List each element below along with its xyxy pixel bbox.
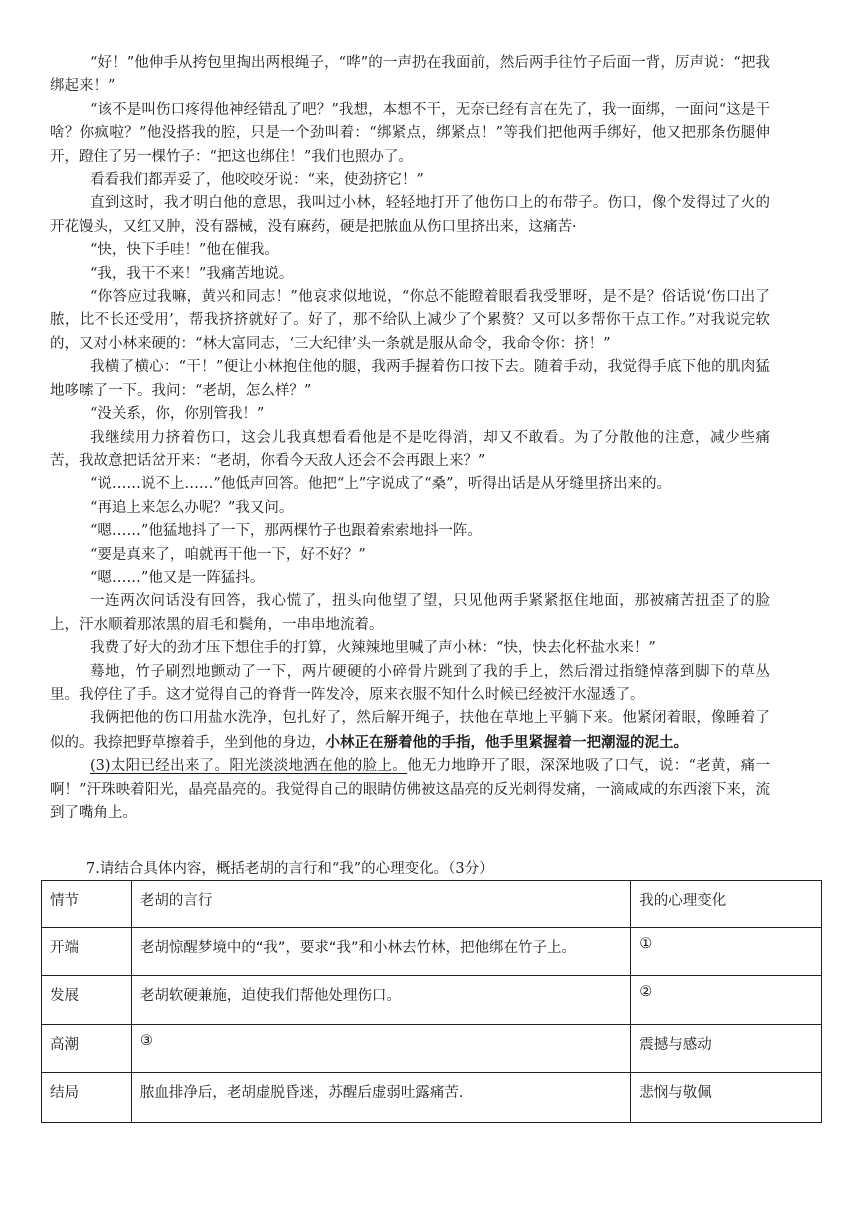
cell-psychology: 震撼与感动	[631, 1025, 822, 1073]
header-psychology: 我的心理变化	[631, 881, 822, 928]
paragraph-13: “嗯……”他猛地抖了一下，那两棵竹子也跟着索索地抖一阵。	[90, 523, 482, 540]
paragraph-20	[50, 755, 770, 825]
paragraph-14: “要是真来了，咱就再干他一下，好不好？”	[90, 546, 366, 563]
cell-stage: 高潮	[42, 1025, 132, 1073]
paragraph-2: “该不是叫伤口疼得他神经错乱了吧？”我想，本想不干，无奈已经有言在先了，我一面绑，一面问“这是干啥？你疯啦？”他没搭我的腔，只是一个劲叫着：“绑紧点，绑紧点！”等我们把他两手绑好，他又把那条伤腿伸开，蹬住了另一棵竹子：“把这也绑住！”我们也照办了。	[50, 101, 770, 165]
header-plot: 情节	[42, 881, 132, 928]
paragraph-5: “快，快下手哇！”他在催我。	[90, 242, 279, 259]
cell-answer-blank-3[interactable]: ③	[131, 1025, 630, 1073]
cell-answer-blank-2[interactable]: ②	[631, 976, 822, 1025]
cell-words-actions: 脓血排净后，老胡虚脱昏迷，苏醒后虚弱吐露痛苦.	[131, 1073, 630, 1123]
paragraph-6: “我，我干不来！”我痛苦地说。	[90, 265, 294, 282]
paragraph-1: “好！”他伸手从挎包里掏出两根绳子，“哗”的一声扔在我面前，然后两手往竹子后面一背，厉声说：“把我绑起来！”	[50, 55, 770, 95]
paragraph-20-text: 他无力地睁开了眼，深深地吸了口气，说：“老黄，痛一啊！”汗珠映着阳光，晶亮晶亮的。我觉得自己的眼睛仿佛被这晶亮的反光刺得发痛，一滴咸咸的东西滚下来，流到了嘴角上。	[50, 758, 770, 821]
paragraph-12: “再追上来怎么办呢？”我又问。	[90, 499, 294, 516]
paragraph-17: 我费了好大的劲才压下想住手的打算，火辣辣地里喊了声小林：“快，快去化杯盐水来！”	[90, 640, 656, 657]
table-row	[42, 976, 822, 1025]
paragraph-18: 蓦地，竹子刷烈地颤动了一下，两片硬硬的小碎骨片跳到了我的手上，然后滑过指缝悼落到脚下的草丛里。我停住了手。这才觉得自己的脊背一阵发冷，原来衣服不知什么时候已经被汗水湿透了。	[50, 663, 770, 703]
table-header-row	[42, 881, 822, 928]
cell-answer-blank-1[interactable]: ①	[631, 928, 822, 976]
table-row	[42, 1073, 822, 1123]
paragraph-19	[50, 707, 770, 755]
table-row	[42, 928, 822, 976]
paragraph-4: 直到这时，我才明白他的意思，我叫过小林，轻轻地打开了他伤口上的布带子。伤口，像个发得过了火的开花馒头，又红又肿，没有器械，没有麻药，硬是把脓血从伤口里挤出来，这痛苦·	[50, 195, 770, 235]
paragraph-16: 一连两次问话没有回答，我心慌了，扭头向他望了望，只见他两手紧紧抠住地面，那被痛苦扭歪了的脸上，汗水顺着那浓黑的眉毛和鬓角，一串串地流着。	[50, 593, 770, 633]
cell-psychology: 悲悯与敬佩	[631, 1073, 822, 1123]
paragraph-9: “没关系，你，你别管我！”	[90, 406, 265, 423]
underlined-sentence-3: (3)太阳已经出来了。阳光淡淡地洒在他的脸上。	[90, 758, 408, 775]
paragraph-3: 看看我们都弄妥了，他咬咬牙说：“来，使劲挤它！”	[90, 172, 424, 189]
cell-words-actions: 老胡惊醒梦境中的“我”，要求“我”和小林去竹林，把他绑在竹子上。	[131, 928, 630, 976]
reading-passage	[50, 52, 770, 825]
cell-stage: 发展	[42, 976, 132, 1025]
table-row	[42, 1025, 822, 1073]
cell-words-actions: 老胡软硬兼施，迫使我们帮他处理伤口。	[131, 976, 630, 1025]
question-7: 7.请结合具体内容，概括老胡的言行和“我”的心理变化。（3分）	[86, 861, 494, 877]
paragraph-15: “嗯……”他又是一阵猛抖。	[90, 569, 265, 586]
paragraph-7: “你答应过我嘛，黄兴和同志！”他哀求似地说，“你总不能瞪着眼看我受罪呀，是不是？俗话说‘伤口出了脓，比不长还受用’，帮我挤挤就好了。好了，那不给队上减少了个累赘？又可以多帮你干点工作。”对我说完软的，又对小林来硬的：“林大富同志，‘三大纪律’头一条就是服从命令，我命令你：挤！”	[50, 289, 770, 352]
paragraph-10: 我继续用力挤着伤口，这会儿我真想看看他是不是吃得消，却又不敢看。为了分散他的注意，减少些痛苦，我故意把话岔开来：“老胡，你看今天敌人还会不会再跟上来？”	[50, 429, 770, 469]
answer-table	[41, 880, 822, 1123]
cell-stage: 结局	[42, 1073, 132, 1123]
paragraph-8: 我横了横心：“干！”便让小林抱住他的腿，我两手握着伤口按下去。随着手动，我觉得手底下他的肌肉猛地哆嗦了一下。我问：“老胡，怎么样？”	[50, 359, 770, 399]
bold-sentence: 小林正在掰着他的手指，他手里紧握着一把潮湿的泥土。	[325, 733, 688, 751]
cell-stage: 开端	[42, 928, 132, 976]
paragraph-11: “说……说不上……”他低声回答。他把“上”字说成了“桑”，听得出话是从牙缝里挤出来的。	[90, 476, 671, 493]
header-words-actions: 老胡的言行	[131, 881, 630, 928]
paragraph-19-text: 我俩把他的伤口用盐水洗净，包扎好了，然后解开绳子，扶他在草地上平躺下来。他紧闭着眼，像睡着了似的。我捺把野草擦着手，坐到他的身边，	[50, 710, 770, 751]
